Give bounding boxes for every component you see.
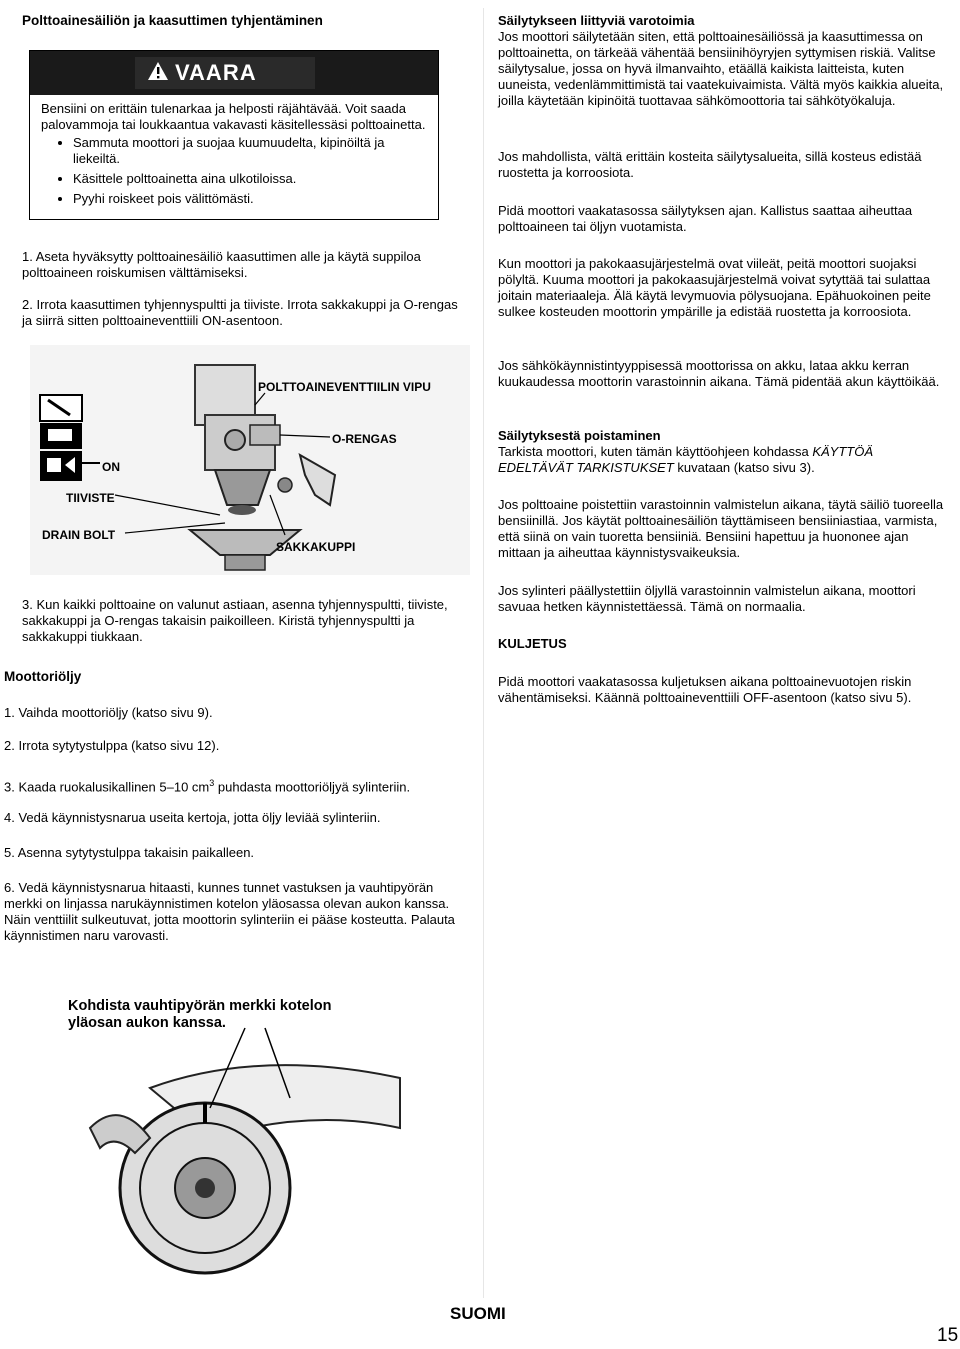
oil-step-4: 4. Vedä käynnistysnarua useita kertoja, jotta öljy leviää sylinteriin. [4, 810, 381, 825]
flywheel-caption: Kohdista vauhtipyörän merkki kotelon yläosan aukon kanssa. [68, 998, 332, 1031]
warning-bullet: • Käsittele polttoainetta aina ulkotiloissa. [73, 171, 426, 187]
column-divider [483, 8, 484, 1298]
warning-bullet: • Pyyhi roiskeet pois välittömästi. [73, 191, 426, 207]
label-drain-bolt: DRAIN BOLT [42, 528, 116, 542]
oil-step-2: 2. Irrota sytytystulppa (katso sivu 12). [4, 738, 220, 753]
oil-step-3 [4, 775, 410, 795]
transport-title: KULJETUS [498, 636, 567, 651]
storage-title: Säilytykseen liittyviä varotoimia [498, 13, 695, 28]
removal-title: Säilytyksestä poistaminen [498, 428, 661, 443]
removal-section [498, 428, 948, 476]
drain-step-2: 2. Irrota kaasuttimen tyhjennyspultti ja tiiviste. Irrota sakkakuppi ja O-rengas ja siirrä sitten polttoaineventtiili ON-asentoon. [22, 297, 458, 328]
storage-paragraph-3: Pidä moottori vaakatasossa säilytyksen ajan. Kallistus saattaa aiheuttaa polttoaineen tai öljyn vuotamista. [498, 203, 913, 234]
warning-badge [135, 57, 315, 89]
label-o-ring: O-RENGAS [332, 432, 397, 446]
warning-list [41, 135, 426, 207]
removal-paragraph-3: Jos sylinteri päällystettiin öljyllä varastoinnin valmistelun aikana, moottori savuaa hetken käynnistettäessä. Tämä on normaalia. [498, 583, 916, 614]
warning-header [30, 51, 438, 95]
warning-triangle-icon [147, 58, 169, 90]
section-title-drain: Polttoainesäiliön ja kaasuttimen tyhjentäminen [22, 13, 323, 28]
oil-step-3-text: 3. Kaada ruokalusikallinen 5–10 cm [4, 779, 210, 795]
transport-paragraph: Pidä moottori vaakatasossa kuljetuksen aikana polttoainevuotojen riskin vähentämiseksi. Käännä polttoaineventtiili OFF-asentoon (katso sivu 5). [498, 674, 912, 705]
oil-step-3-tail: puhdasta moottoriöljyä sylinteriin. [214, 779, 411, 795]
drain-step-3: 3. Kun kaikki polttoaine on valunut astiaan, asenna tyhjennyspultti, tiiviste, sakkakuppi ja O-rengas takaisin paikoilleen. Kiristä tyhjennyspultti ja sakkakuppi tiukkaan. [22, 597, 448, 644]
carburetor-drain-figure [30, 345, 470, 575]
removal-text-em: KÄYTTÖÄ EDELTÄVÄT TARKISTUKSET [498, 444, 874, 475]
footer-language: SUOMI [450, 1304, 506, 1323]
oil-step-6: 6. Vedä käynnistysnarua hitaasti, kunnes tunnet vastuksen ja vauhtipyörän merkki on linjassa narukäynnistimen kotelon yläosassa olevan aukon kanssa. Näin venttiilit sulkeutuvat, jotta moottorin sylinteriin ei pääse kosteutta. Palauta käynnistimen naru varovasti. [4, 880, 455, 943]
oil-step-5: 5. Asenna sytytystulppa takaisin paikalleen. [4, 845, 255, 860]
warning-body [41, 101, 426, 211]
flywheel-figure [60, 968, 420, 1278]
warning-bullet: • Sammuta moottori ja suojaa kuumuudelta, kipinöiltä ja liekeiltä. [73, 135, 426, 167]
storage-section [498, 13, 948, 109]
label-fuel-valve-lever: POLTTOAINEVENTTIILIN VIPU [258, 380, 431, 394]
storage-paragraph-2: Jos mahdollista, vältä erittäin kosteita säilytysalueita, sillä kosteus edistää ruostetta ja korroosiota. [498, 149, 922, 180]
warning-badge-text: VAARA [175, 60, 257, 85]
label-sediment-cup: SAKKAKUPPI [276, 540, 356, 554]
page-number: 15 [937, 1325, 959, 1346]
warning-box [29, 50, 439, 220]
removal-paragraph-1 [498, 444, 948, 476]
removal-text-b: kuvataan (katso sivu 3). [673, 460, 815, 475]
label-on: ON [102, 460, 120, 474]
oil-step-1: 1. Vaihda moottoriöljy (katso sivu 9). [4, 705, 213, 720]
removal-paragraph-2: Jos polttoaine poistettiin varastoinnin valmistelun aikana, täytä säiliö tuoreella bensiinillä. Jos käytät polttoainesäiliön täyttämiseen bensiiniastiaa, varmista, että siinä on vain tuoretta bensiiniä. Bensiini hapettuu ja huononee ajan mittaan ja aiheuttaa käynnistysvaikeuksia. [498, 497, 944, 560]
drain-step-1: 1. Aseta hyväksytty polttoainesäiliö kaasuttimen alle ja käytä suppiloa polttoaineen roiskumisen välttämiseksi. [22, 249, 421, 280]
warning-intro: Bensiini on erittäin tulenarkaa ja helposti räjähtävää. Voit saada palovammoja tai loukkaantua vakavasti käsitellessäsi polttoainetta. [41, 101, 426, 132]
storage-paragraph-5: Jos sähkökäynnistintyyppisessä moottorissa on akku, lataa akku kerran kuukaudessa moottorin varastoinnin aikana. Tämä pidentää akun käyttöikää. [498, 358, 940, 389]
oil-step-3-superscript: 3 [209, 778, 215, 788]
removal-text-a: Tarkista moottori, kuten tämän käyttöohjeen kohdassa [498, 444, 813, 459]
storage-paragraph-1: Jos moottori säilytetään siten, että polttoainesäiliössä ja kaasuttimessa on polttoainetta, on tärkeää vähentää bensiinihöyryjen syttymisen riskiä. Valitse säilytysalue, jossa on hyvä ilmanvaihto, etäällä kaikista laitteista, kuten uuneista, vedenlämmittimistä tai vaatekuivaimista. Vältä myös kaikkia alueita, joilla käytetään kipinöitä tuottavaa sähkömoottoria tai sähkötyökaluja. [498, 29, 944, 108]
label-seal: TIIVISTE [66, 491, 115, 505]
storage-paragraph-4: Kun moottori ja pakokaasujärjestelmä ovat viileät, peitä moottori suojaksi pölyltä. Kuuma moottori ja pakokaasujärjestelmä voivat sytyttää tai sulattaa joitain materiaaleja. Älä käytä levymuovia pölysuojana. Epähuokoinen peite sulkee kosteuden moottorin ympärille ja edistää ruostetta ja korroosiota. [498, 256, 931, 319]
section-title-oil: Moottoriöljy [4, 669, 82, 684]
